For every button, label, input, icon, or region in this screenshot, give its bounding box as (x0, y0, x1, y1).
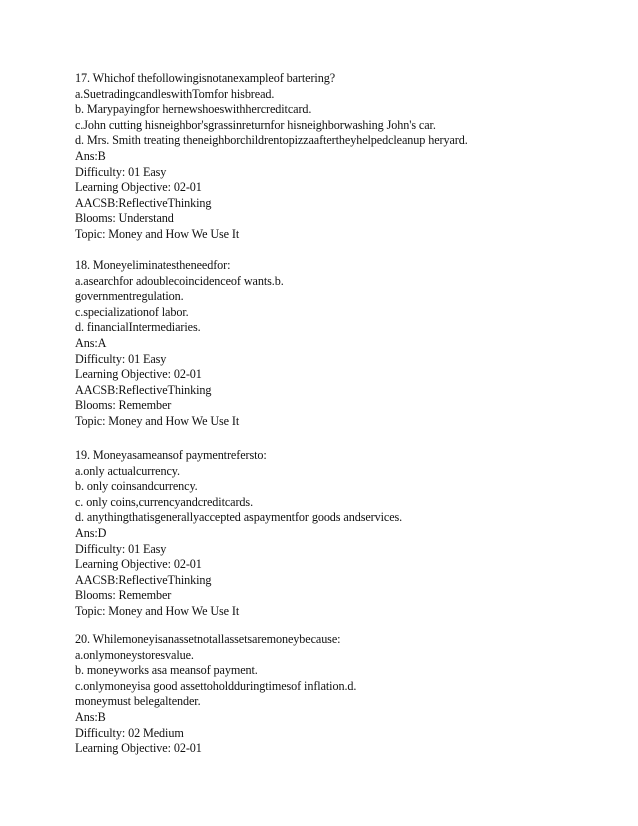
answer-option: a.onlymoneystoresvalue. (75, 647, 194, 662)
answer-key: Ans:B (75, 148, 106, 163)
learning-objective: Learning Objective: 02-01 (75, 557, 202, 572)
answer-key: Ans:B (75, 709, 106, 724)
learning-objective: Learning Objective: 02-01 (75, 180, 202, 195)
question-20 (75, 632, 356, 757)
question-stem: 20. Whilemoneyisanassetnotallassetsaremoneybecause: (75, 632, 341, 646)
answer-option: a.asearchfor adoublecoincidenceof wants.b. (75, 273, 284, 288)
difficulty-label: Difficulty: 02 Medium (75, 725, 184, 740)
answer-option: b. moneyworks asa meansof payment. (75, 663, 258, 678)
answer-option: b. Marypayingfor hernewshoeswithhercreditcard. (75, 102, 312, 117)
difficulty-label: Difficulty: 01 Easy (75, 541, 167, 556)
question-19 (75, 448, 402, 620)
aacsb-label: AACSB:ReflectiveThinking (75, 195, 212, 210)
answer-option: d. Mrs. Smith treating theneighborchildrentopizzaaftertheyhelpedcleanup heryard. (75, 133, 468, 148)
difficulty-label: Difficulty: 01 Easy (75, 164, 167, 179)
topic-label: Topic: Money and How We Use It (75, 603, 240, 618)
question-stem: 18. Moneyeliminatestheneedfor: (75, 258, 231, 272)
answer-key: Ans:D (75, 525, 107, 540)
answer-option: a.only actualcurrency. (75, 463, 180, 478)
difficulty-label: Difficulty: 01 Easy (75, 351, 167, 366)
question-stem: 19. Moneyasameansof paymentrefersto: (75, 448, 267, 462)
topic-label: Topic: Money and How We Use It (75, 226, 240, 241)
learning-objective: Learning Objective: 02-01 (75, 367, 202, 382)
blooms-label: Blooms: Remember (75, 588, 172, 603)
topic-label: Topic: Money and How We Use It (75, 413, 240, 428)
question-18 (75, 258, 284, 430)
answer-option: a.SuetradingcandleswithTomfor hisbread. (75, 86, 275, 101)
answer-key: Ans:A (75, 335, 107, 350)
question-17 (75, 71, 468, 243)
aacsb-label: AACSB:ReflectiveThinking (75, 572, 212, 587)
answer-option: c.onlymoneyisa good assettoholdduringtimesof inflation.d. (75, 678, 357, 693)
answer-option: c. only coins,currencyandcreditcards. (75, 494, 254, 509)
answer-option: b. only coinsandcurrency. (75, 479, 198, 494)
blooms-label: Blooms: Remember (75, 398, 172, 413)
answer-option: governmentregulation. (75, 289, 184, 304)
answer-option: moneymust belegaltender. (75, 694, 201, 709)
aacsb-label: AACSB:ReflectiveThinking (75, 382, 212, 397)
blooms-label: Blooms: Understand (75, 211, 174, 226)
answer-option: d. financialIntermediaries. (75, 320, 201, 335)
learning-objective: Learning Objective: 02-01 (75, 741, 202, 756)
answer-option: c.John cutting hisneighbor'sgrassinreturnfor hisneighborwashing John's car. (75, 117, 436, 132)
answer-option: d. anythingthatisgenerallyaccepted aspaymentfor goods andservices. (75, 510, 403, 525)
question-stem: 17. Whichof thefollowingisnotanexampleof bartering? (75, 71, 336, 85)
answer-option: c.specializationof labor. (75, 304, 189, 319)
